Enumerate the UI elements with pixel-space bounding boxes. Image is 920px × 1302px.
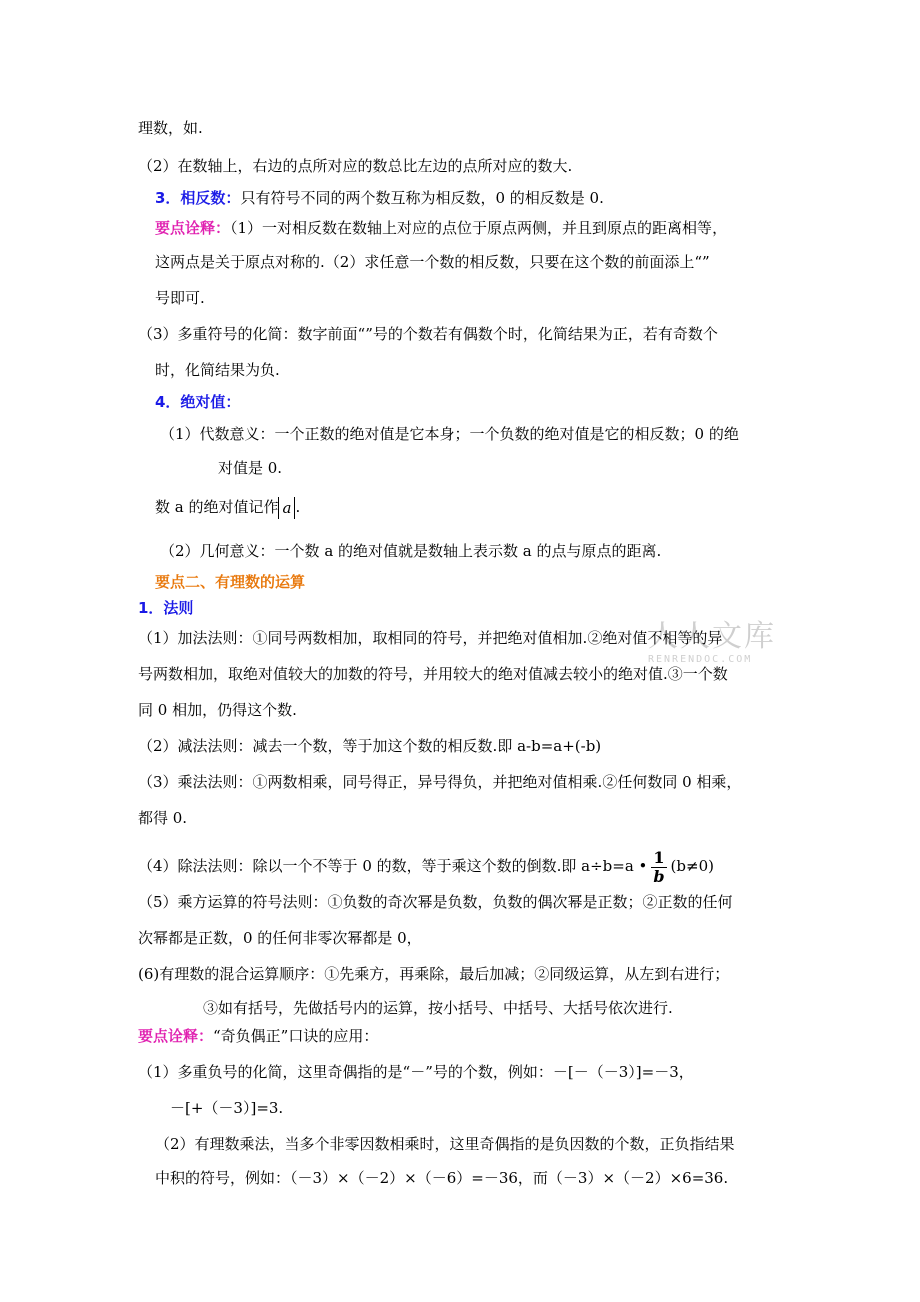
fraction-denominator: b	[653, 866, 665, 886]
text-line: 时，化简结果为负.	[155, 361, 280, 379]
text-line: （2）在数轴上，右边的点所对应的数总比左边的点所对应的数大.	[138, 157, 573, 175]
watermark-cn: 人人文库	[648, 619, 776, 654]
text-line: （1）多重负号的化简，这里奇偶指的是“－”号的个数，例如：－[－（－3）]=－3，	[138, 1063, 694, 1081]
text-line	[155, 218, 727, 238]
fraction-numerator: 1	[653, 847, 665, 867]
fraction-one-over-b	[651, 849, 666, 886]
text-line: （5）乘方运算的符号法则：①负数的奇次幂是负数，负数的偶次幂是正数；②正数的任何	[138, 893, 733, 911]
text-line	[155, 497, 300, 519]
text-line: （3）乘法法则：①两数相乘，同号得正，异号得负，并把绝对值相乘.②任何数同 0 相乘，	[138, 773, 742, 791]
text-line	[155, 188, 604, 208]
text-line: 次幂都是正数，0 的任何非零次幂都是 0，	[138, 929, 422, 947]
text-span: 数 a 的绝对值记作	[155, 498, 279, 516]
absolute-value-notation: a	[278, 497, 295, 519]
text-span: 只有符号不同的两个数互称为相反数，0 的相反数是 0.	[240, 189, 604, 207]
text-line	[138, 846, 714, 886]
text-span: （1）一对相反数在数轴上对应的点位于原点两侧，并且到原点的距离相等，	[230, 219, 728, 237]
text-line: (6)有理数的混合运算顺序：①先乘方，再乘除，最后加减；②同级运算，从左到右进行；	[138, 965, 730, 983]
text-line: （2）减法法则：减去一个数，等于加这个数的相反数.即 a-b=a+(-b)	[138, 737, 602, 755]
text-line: 号即可.	[155, 289, 205, 307]
text-line: （1）代数意义：一个正数的绝对值是它本身；一个负数的绝对值是它的相反数；0 的绝	[160, 425, 739, 443]
text-span: “奇负偶正”口诀的应用：	[213, 1027, 379, 1045]
text-line: 号两数相加，取绝对值较大的加数的符号，并用较大的绝对值减去较小的绝对值.③一个数	[138, 665, 728, 683]
key-note-label: 要点诠释：	[155, 219, 231, 237]
key-note-label: 要点诠释：	[138, 1027, 214, 1045]
text-line: 都得 0.	[138, 809, 188, 827]
text-span: (b≠0)	[670, 857, 714, 875]
text-span: .	[295, 498, 301, 516]
text-line: 这两点是关于原点对称的.（2）求任意一个数的相反数，只要在这个数的前面添上“”	[155, 253, 710, 271]
text-span: （4）除法法则：除以一个不等于 0 的数，等于乘这个数的倒数.即 a÷b=a •	[138, 857, 648, 875]
text-line: （1）加法法则：①同号两数相加，取相同的符号，并把绝对值相加.②绝对值不相等的异	[138, 629, 723, 647]
text-line: （2）有理数乘法，当多个非零因数相乘时，这里奇偶指的是负因数的个数，正负指结果	[155, 1135, 735, 1153]
text-line: 中积的符号，例如：（－3）×（－2）×（－6）=－36，而（－3）×（－2）×6=36.	[155, 1169, 729, 1187]
watermark-en: RENRENDOC.COM	[648, 654, 753, 665]
text-line: ③如有括号，先做括号内的运算，按小括号、中括号、大括号依次进行.	[203, 999, 673, 1017]
text-line	[138, 1026, 378, 1046]
subsection-heading: 1．法则	[138, 599, 194, 617]
text-line: 理数，如.	[138, 119, 203, 137]
section-heading: 要点二、有理数的运算	[155, 573, 306, 591]
text-line: －[+（－3）]=3.	[170, 1099, 284, 1117]
heading-absolute-value: 4．绝对值：	[155, 393, 241, 411]
text-line	[155, 392, 240, 412]
text-line: 同 0 相加，仍得这个数.	[138, 701, 297, 719]
text-line: （3）多重符号的化简：数字前面“”号的个数若有偶数个时，化简结果为正，若有奇数个	[138, 325, 718, 343]
text-line: 对值是 0.	[218, 459, 283, 477]
text-line: （2）几何意义：一个数 a 的绝对值就是数轴上表示数 a 的点与原点的距离.	[160, 542, 662, 560]
heading-opposite-numbers: 3．相反数：	[155, 189, 241, 207]
